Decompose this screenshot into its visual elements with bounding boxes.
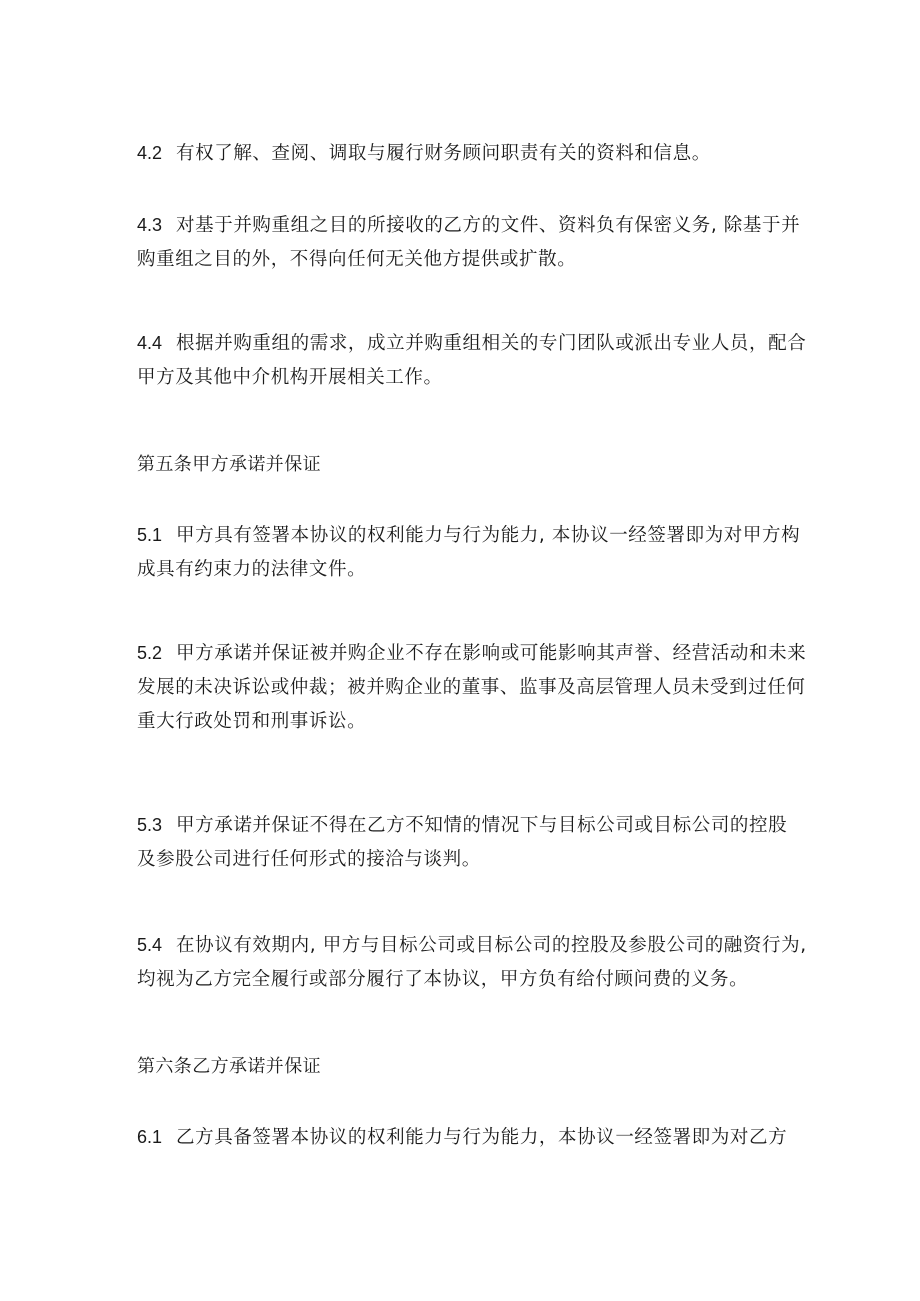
clause-text: 有权了解、查阅、调取与履行财务顾问职责有关的资料和信息。 [176, 143, 711, 164]
clause-number: 5.4 [137, 935, 163, 955]
clause-number: 5.3 [137, 815, 163, 835]
clause-5-4 [137, 928, 807, 997]
clause-line [137, 928, 807, 963]
clause-number: 5.2 [137, 643, 163, 663]
clause-number: 4.2 [137, 143, 163, 163]
clause-line: 成具有约束力的法律文件。 [137, 559, 367, 580]
clause-line: 重大行政处罚和刑事诉讼。 [137, 711, 367, 732]
clause-text: 在协议有效期内, 甲方与目标公司或目标公司的控股及参股公司的融资行为, [176, 935, 807, 956]
clause-line: 甲方及其他中介机构开展相关工作。 [137, 367, 443, 388]
clause-text: 甲方承诺并保证被并购企业不存在影响或可能影响其声誉、经营活动和未来 [176, 643, 807, 664]
clause-line: 及参股公司进行任何形式的接洽与谈判。 [137, 849, 481, 870]
clause-number: 4.3 [137, 215, 163, 235]
article-6-heading: 第六条乙方承诺并保证 [137, 1056, 321, 1077]
clause-5-3 [137, 808, 797, 877]
clause-4-4 [137, 326, 807, 395]
clause-text: 甲方具有签署本协议的权利能力与行为能力, 本协议一经签署即为对甲方构 [176, 525, 801, 546]
clause-number: 5.1 [137, 525, 163, 545]
clause-5-2 [137, 636, 807, 739]
clause-4-3 [137, 208, 801, 277]
clause-text: 根据并购重组的需求，成立并购重组相关的专门团队或派出专业人员，配合 [176, 333, 807, 354]
article-5-heading: 第五条甲方承诺并保证 [137, 454, 321, 475]
clause-line [137, 208, 801, 243]
clause-line [137, 136, 797, 171]
clause-line: 购重组之目的外，不得向任何无关他方提供或扩散。 [137, 249, 577, 270]
clause-line [137, 326, 807, 361]
clause-line [137, 518, 801, 553]
clause-5-1 [137, 518, 801, 587]
clause-line [137, 808, 797, 843]
clause-number: 6.1 [137, 1127, 163, 1147]
clause-line [137, 636, 807, 671]
clause-6-1 [137, 1120, 797, 1155]
clause-text: 甲方承诺并保证不得在乙方不知情的情况下与目标公司或目标公司的控股 [176, 815, 788, 836]
clause-number: 4.4 [137, 333, 163, 353]
clause-line [137, 1120, 797, 1155]
clause-line: 发展的未决诉讼或仲裁；被并购企业的董事、监事及高层管理人员未受到过任何 [137, 677, 806, 698]
clause-line: 均视为乙方完全履行或部分履行了本协议，甲方负有给付顾问费的义务。 [137, 969, 749, 990]
clause-text: 乙方具备签署本协议的权利能力与行为能力，本协议一经签署即为对乙方 [176, 1127, 788, 1148]
clause-4-2 [137, 136, 797, 171]
clause-text: 对基于并购重组之目的所接收的乙方的文件、资料负有保密义务, 除基于并 [176, 215, 801, 236]
